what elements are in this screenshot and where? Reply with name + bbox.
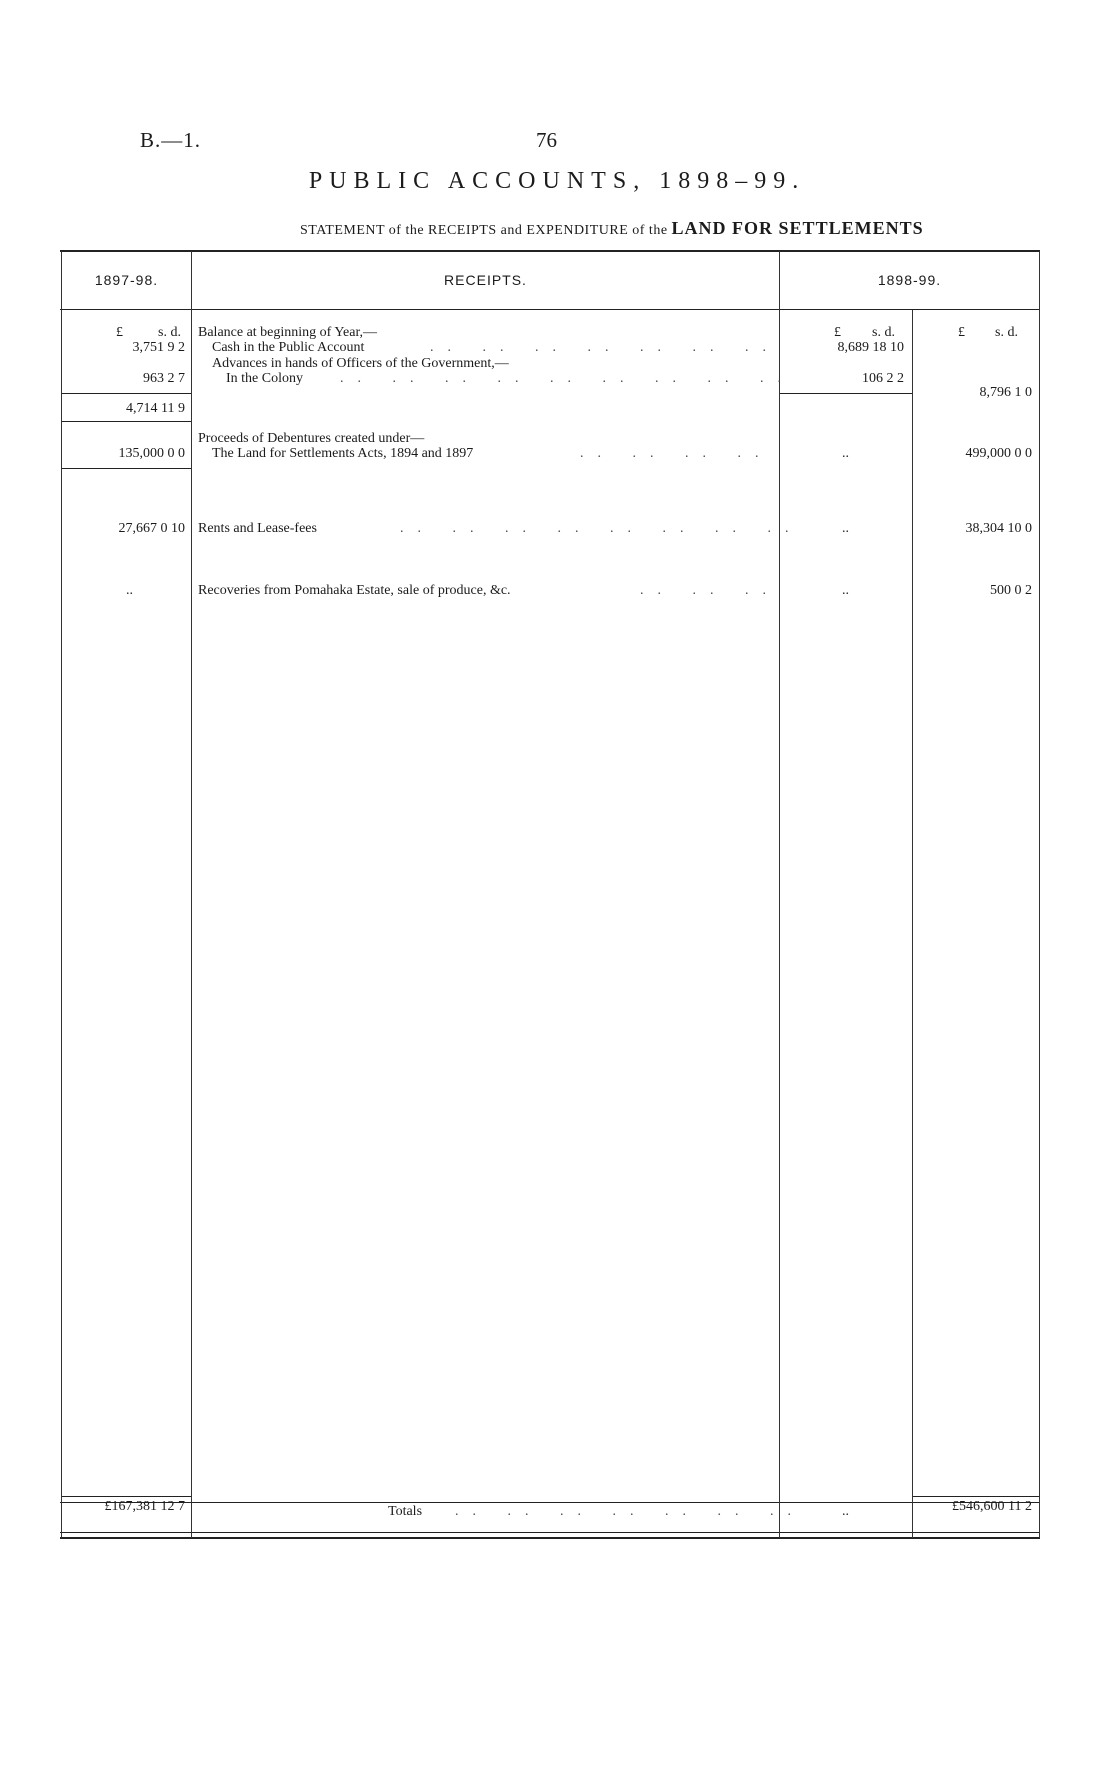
sd-marker-inner: s. d.: [872, 325, 895, 340]
recoveries-label: Recoveries from Pomahaka Estate, sale of produce, &c.: [198, 583, 511, 598]
leader-dots: .. .. .. .. .. .. .. .. ..: [340, 371, 795, 386]
advances-heading: Advances in hands of Officers of the Government,—: [212, 356, 509, 371]
debentures-heading: Proceeds of Debentures created under—: [198, 431, 425, 446]
table-top-rule: [60, 250, 1040, 252]
leader-dots: .. .. .. .. .. .. ..: [455, 1504, 805, 1519]
sd-marker-prev: s. d.: [158, 325, 181, 340]
col-divider-receipts: [779, 251, 780, 1538]
page-number: 76: [536, 128, 557, 152]
totals-1897-98: £167,381 12 7: [104, 1499, 185, 1514]
debentures-1898-99-inner: ..: [842, 446, 849, 461]
page-title: PUBLIC ACCOUNTS, 1898–99.: [308, 168, 806, 194]
balance-subtotal-1897-98: 4,714 11 9: [126, 401, 185, 416]
debentures-label: The Land for Settlements Acts, 1894 and 1897: [212, 446, 474, 461]
totals-1898-99: £546,600 11 2: [952, 1499, 1032, 1514]
pound-sign-prev: £: [116, 325, 123, 340]
header-receipts: RECEIPTS.: [444, 272, 527, 288]
debentures-1898-99: 499,000 0 0: [965, 446, 1032, 461]
totals-rule-2: [60, 1537, 1040, 1539]
subtitle-prefix: STATEMENT of the RECEIPTS and EXPENDITURE of the: [300, 223, 668, 238]
leader-dots: .. .. .. .. .. .. .. ..: [400, 521, 803, 536]
debentures-rule-prev: [62, 468, 191, 469]
leader-dots: .. .. ..: [640, 583, 780, 598]
recoveries-1898-99-inner: ..: [842, 583, 849, 598]
statement-subtitle: [300, 218, 924, 239]
colony-1898-99: 106 2 2: [862, 371, 904, 386]
header-1897-98: 1897-98.: [94, 272, 159, 288]
totals-overline-outer: [913, 1496, 1039, 1497]
header-1898-99: 1898-99.: [877, 272, 942, 288]
cash-1897-98: 3,751 9 2: [132, 340, 185, 355]
colony-label: In the Colony: [226, 371, 303, 386]
document-reference: B.—1.: [140, 128, 202, 152]
totals-1898-99-inner: ..: [842, 1504, 849, 1519]
subtitle-emphasis: LAND FOR SETTLEMENTS: [671, 218, 924, 238]
balance-subtotal-1898-99: 8,796 1 0: [979, 385, 1032, 400]
col-divider-prev: [191, 251, 192, 1538]
totals-top-rule: [60, 1502, 1040, 1503]
leader-dots: .. .. .. ..: [580, 446, 773, 461]
recoveries-1898-99: 500 0 2: [990, 583, 1032, 598]
pound-sign-outer: £: [958, 325, 965, 340]
right-border: [1039, 251, 1040, 1538]
cash-1898-99: 8,689 18 10: [837, 340, 904, 355]
rents-label: Rents and Lease-fees: [198, 521, 317, 536]
col-divider-inner: [912, 310, 913, 1538]
totals-label: Totals: [388, 1504, 423, 1519]
pound-sign-inner: £: [834, 325, 841, 340]
recoveries-1897-98: ..: [126, 583, 133, 598]
left-border: [61, 251, 62, 1538]
subtotal-rule-prev: [62, 393, 191, 394]
sd-marker-outer: s. d.: [995, 325, 1018, 340]
rents-1897-98: 27,667 0 10: [118, 521, 185, 536]
rents-1898-99-inner: ..: [842, 521, 849, 536]
totals-overline-prev: [62, 1496, 191, 1497]
header-bottom-rule: [60, 309, 1040, 310]
colony-1897-98: 963 2 7: [143, 371, 185, 386]
subtotal-rule-inner: [780, 393, 912, 394]
balance-heading: Balance at beginning of Year,—: [198, 325, 378, 340]
cash-label: Cash in the Public Account: [212, 340, 365, 355]
rents-1898-99: 38,304 10 0: [965, 521, 1032, 536]
subtotal-bottom-rule-prev: [62, 421, 191, 422]
debentures-1897-98: 135,000 0 0: [118, 446, 185, 461]
totals-rule-1: [60, 1532, 1040, 1533]
leader-dots: .. .. .. .. .. .. ..: [430, 340, 780, 355]
